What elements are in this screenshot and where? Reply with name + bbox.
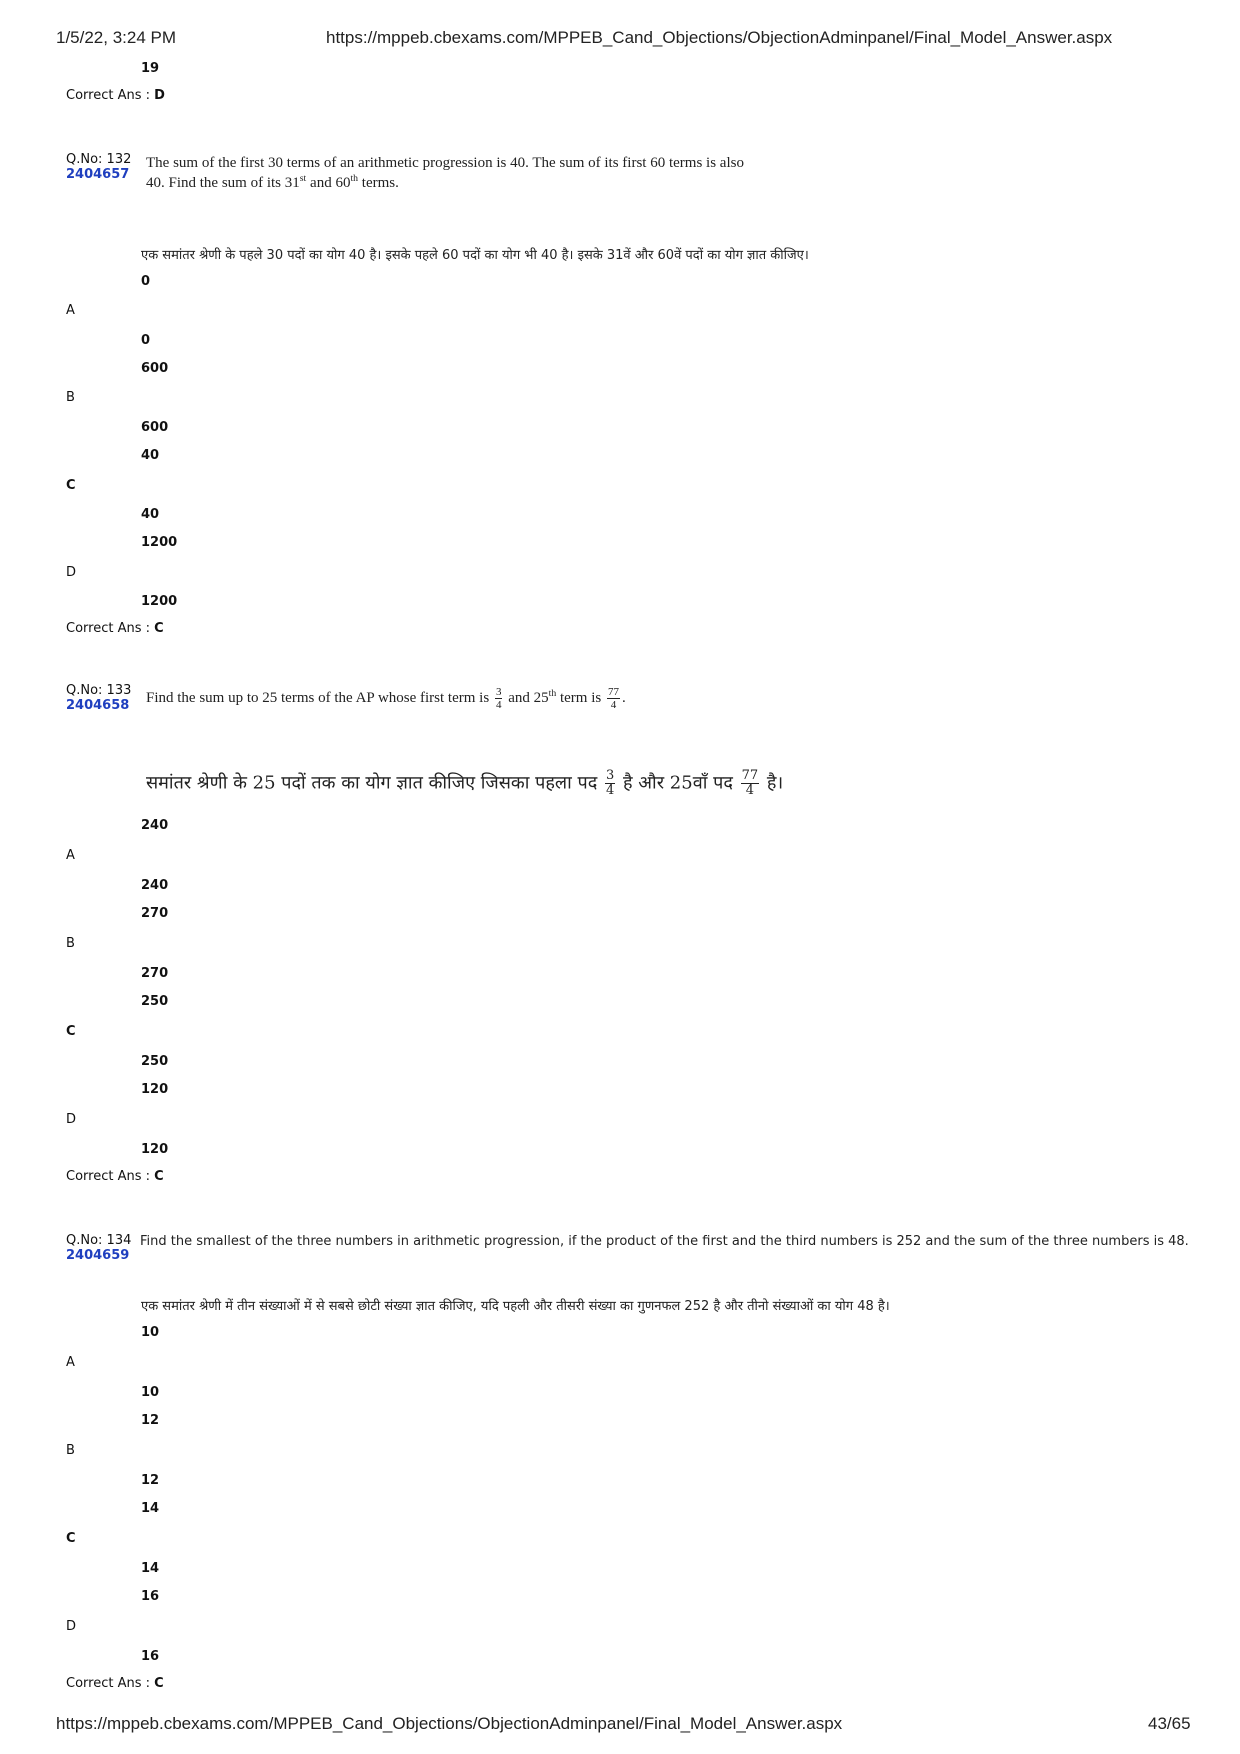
question-number-block bbox=[66, 1233, 131, 1263]
correct-ans-label: Correct Ans : bbox=[66, 1676, 155, 1691]
question-number-block bbox=[66, 152, 131, 182]
correct-ans-label: Correct Ans : bbox=[66, 1169, 155, 1184]
option-d-letter: D bbox=[66, 565, 77, 580]
correct-ans-label: Correct Ans : bbox=[66, 621, 155, 636]
print-datetime: 1/5/22, 3:24 PM bbox=[56, 28, 177, 47]
question-line: 40. Find the sum of its 31st and 60th terms. bbox=[146, 173, 399, 191]
print-url: https://mppeb.cbexams.com/MPPEB_Cand_Objections/ObjectionAdminpanel/Final_Model_Answer.aspx bbox=[326, 28, 1113, 47]
option-b-value-repeat: 12 bbox=[141, 1473, 160, 1488]
fraction: $\frac{3}{4}$ bbox=[606, 768, 615, 798]
correct-answer bbox=[66, 1676, 164, 1691]
option-d-letter: D bbox=[66, 1112, 77, 1127]
option-a-value-repeat: 240 bbox=[141, 878, 169, 893]
correct-ans-value: C bbox=[154, 621, 164, 636]
page-number: 43/65 bbox=[1148, 1714, 1191, 1733]
option-c-letter: C bbox=[66, 1024, 76, 1039]
option-c-letter: C bbox=[66, 1531, 76, 1546]
question-text-hindi: एक समांतर श्रेणी में तीन संख्याओं में से सबसे छोटी संख्या ज्ञात कीजिए, यदि पहली और तीसरी संख्या का गुणनफल 252 है और तीनो संख्याओं का योग 48 है। bbox=[141, 1299, 890, 1314]
option-a-letter: A bbox=[66, 848, 75, 863]
question-number-block bbox=[66, 683, 131, 713]
correct-ans-value: C bbox=[154, 1676, 164, 1691]
option-c-value: 250 bbox=[141, 994, 169, 1009]
question-text-english: Find the smallest of the three numbers in arithmetic progression, if the product of the first and the third numbers is 252 and the sum of the three numbers is 48. bbox=[140, 1234, 1189, 1249]
question-text-english bbox=[146, 153, 744, 193]
option-c-value-repeat: 40 bbox=[141, 507, 160, 522]
prev-option-value: 19 bbox=[141, 61, 160, 76]
option-c-value-repeat: 250 bbox=[141, 1054, 169, 1069]
question-number: Q.No: 132 bbox=[66, 152, 132, 167]
fraction: $\frac{3}{4}$ bbox=[495, 686, 502, 711]
option-b-value-repeat: 600 bbox=[141, 420, 169, 435]
option-b-value: 12 bbox=[141, 1413, 160, 1428]
question-number: Q.No: 134 bbox=[66, 1233, 132, 1248]
option-a-value-repeat: 0 bbox=[141, 333, 151, 348]
option-b-letter: B bbox=[66, 1443, 75, 1458]
footer-url: https://mppeb.cbexams.com/MPPEB_Cand_Objections/ObjectionAdminpanel/Final_Model_Answer.aspx bbox=[56, 1714, 843, 1733]
question-id: 2404658 bbox=[66, 698, 130, 713]
option-c-letter: C bbox=[66, 478, 76, 493]
question-text-hindi: एक समांतर श्रेणी के पहले 30 पदों का योग 40 है। इसके पहले 60 पदों का योग भी 40 है। इसके 31वें और 60वें पदों का योग ज्ञात कीजिए। bbox=[141, 248, 809, 263]
option-d-value: 1200 bbox=[141, 535, 178, 550]
option-a-letter: A bbox=[66, 303, 75, 318]
correct-answer bbox=[66, 621, 164, 636]
option-b-letter: B bbox=[66, 936, 75, 951]
question-id: 2404657 bbox=[66, 167, 130, 182]
question-text-hindi: समांतर श्रेणी के 25 पदों तक का योग ज्ञात कीजिए जिसका पहला पद $\frac{3}{4}$ है और 25वाँ पद $\frac{77}{4}$ है। bbox=[146, 768, 784, 798]
fraction: $\frac{77}{4}$ bbox=[607, 686, 619, 711]
correct-answer bbox=[66, 1169, 164, 1184]
fraction: $\frac{77}{4}$ bbox=[741, 768, 759, 798]
option-d-letter: D bbox=[66, 1619, 77, 1634]
option-d-value: 16 bbox=[141, 1589, 160, 1604]
option-b-value: 270 bbox=[141, 906, 169, 921]
correct-ans-label: Correct Ans : bbox=[66, 88, 155, 103]
question-id: 2404659 bbox=[66, 1248, 130, 1263]
option-c-value-repeat: 14 bbox=[141, 1561, 160, 1576]
option-d-value-repeat: 16 bbox=[141, 1649, 160, 1664]
option-c-value: 40 bbox=[141, 448, 160, 463]
correct-ans-value: D bbox=[154, 88, 165, 103]
option-d-value: 120 bbox=[141, 1082, 169, 1097]
option-a-value-repeat: 10 bbox=[141, 1385, 160, 1400]
option-a-value: 10 bbox=[141, 1325, 160, 1340]
option-a-value: 240 bbox=[141, 818, 169, 833]
option-a-value: 0 bbox=[141, 274, 151, 289]
option-b-value-repeat: 270 bbox=[141, 966, 169, 981]
option-b-letter: B bbox=[66, 390, 75, 405]
correct-ans-value: C bbox=[154, 1169, 164, 1184]
question-text-english: Find the sum up to 25 terms of the AP whose first term is $\frac{3}{4}$ and 25th term is $\frac{77}{4}$ . bbox=[146, 686, 626, 711]
question-number: Q.No: 133 bbox=[66, 683, 132, 698]
option-c-value: 14 bbox=[141, 1501, 160, 1516]
option-b-value: 600 bbox=[141, 361, 169, 376]
option-a-letter: A bbox=[66, 1355, 75, 1370]
prev-correct-answer bbox=[66, 88, 165, 103]
option-d-value-repeat: 1200 bbox=[141, 594, 178, 609]
option-d-value-repeat: 120 bbox=[141, 1142, 169, 1157]
question-line: The sum of the first 30 terms of an arithmetic progression is 40. The sum of its first 60 terms is also bbox=[146, 155, 744, 171]
